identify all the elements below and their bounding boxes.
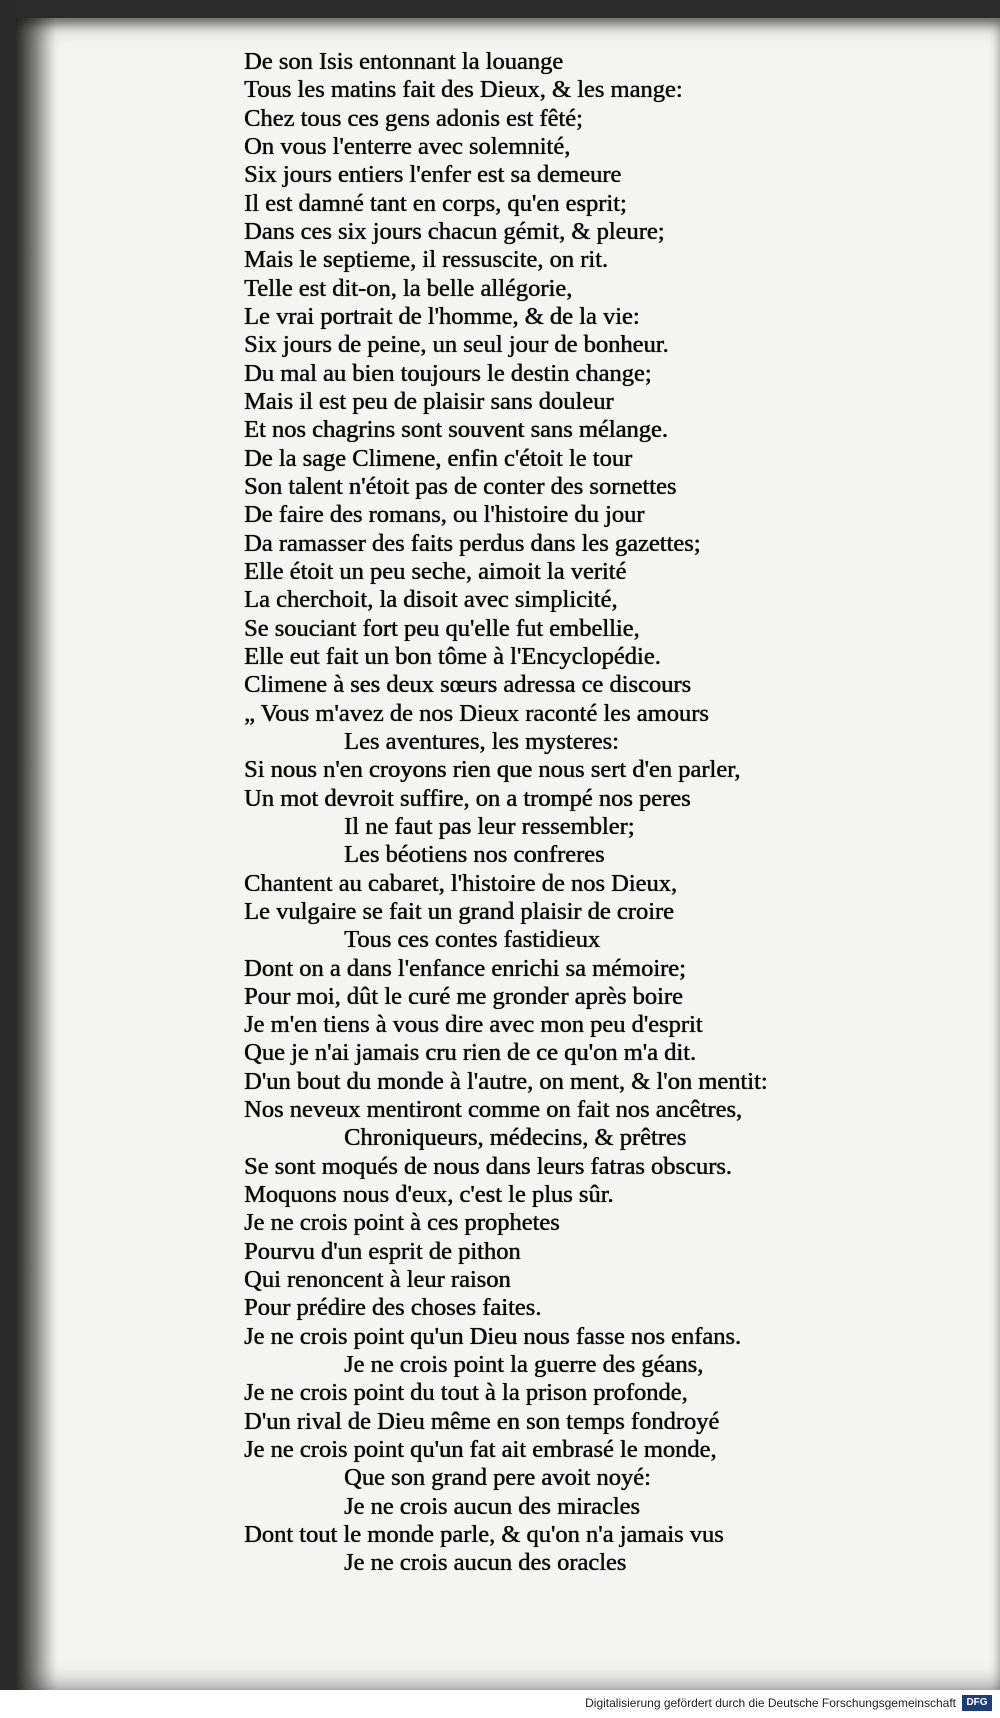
poem-line: Je ne crois point qu'un fat ait embrasé le monde, [244, 1436, 717, 1464]
poem-line: Un mot devroit suffire, on a trompé nos peres [244, 784, 691, 812]
poem-line: Moquons nous d'eux, c'est le plus sûr. [244, 1181, 614, 1209]
poem-line: Pour moi, dût le curé me gronder après boire [244, 982, 683, 1010]
poem-line: Tous les matins fait des Dieux, & les mange: [244, 76, 683, 104]
poem-line: Six jours entiers l'enfer est sa demeure [244, 161, 622, 189]
poem-line: Mais il est peu de plaisir sans douleur [244, 387, 614, 415]
poem-line: Que son grand pere avoit noyé: [344, 1464, 651, 1492]
poem-line: Les aventures, les mysteres: [344, 727, 619, 755]
poem-line: Qui renoncent à leur raison [244, 1266, 511, 1294]
poem-line: Que je n'ai jamais cru rien de ce qu'on m'a dit. [244, 1039, 697, 1067]
poem-line: Je ne crois aucun des oracles [344, 1549, 627, 1577]
poem-line: Pourvu d'un esprit de pithon [244, 1237, 521, 1265]
poem-line: Le vrai portrait de l'homme, & de la vie: [244, 302, 640, 330]
poem-line: Je ne crois point qu'un Dieu nous fasse nos enfans. [244, 1322, 742, 1350]
poem-line: „ Vous m'avez de nos Dieux raconté les amours [244, 699, 709, 727]
poem-line: Si nous n'en croyons rien que nous sert d'en parler, [244, 756, 741, 784]
poem-line: Il ne faut pas leur ressembler; [344, 812, 635, 840]
poem-line: Chez tous ces gens adonis est fêté; [244, 104, 583, 132]
poem-line: Nos neveux mentiront comme on fait nos ancêtres, [244, 1096, 743, 1124]
poem-line: Les béotiens nos confreres [344, 841, 605, 869]
poem-line: Pour prédire des choses faites. [244, 1294, 542, 1322]
dfg-logo: DFG [962, 1695, 992, 1711]
poem-line: Climene à ses deux sœurs adressa ce discours [244, 671, 692, 699]
poem-line: On vous l'enterre avec solemnité, [244, 132, 571, 160]
poem-line: Se souciant fort peu qu'elle fut embellie, [244, 614, 640, 642]
poem-line: Chroniqueurs, médecins, & prêtres [344, 1124, 687, 1152]
poem-line: De la sage Climene, enfin c'étoit le tour [244, 444, 633, 472]
poem-line: Telle est dit-on, la belle allégorie, [244, 274, 573, 302]
poem-line: Se sont moqués de nous dans leurs fatras obscurs. [244, 1152, 732, 1180]
poem-line: Il est damné tant en corps, qu'en esprit; [244, 189, 627, 217]
poem-line: Chantent au cabaret, l'histoire de nos Dieux, [244, 869, 678, 897]
poem-line: De son Isis entonnant la louange [244, 48, 564, 75]
poem-line: Je ne crois point à ces prophetes [244, 1209, 560, 1237]
poem-line: Son talent n'étoit pas de conter des sornettes [244, 472, 677, 500]
poem-line: De faire des romans, ou l'histoire du jour [244, 501, 645, 529]
poem-line: La cherchoit, la disoit avec simplicité, [244, 586, 618, 614]
poem-line: Elle eut fait un bon tôme à l'Encyclopédie. [244, 642, 661, 670]
poem-line: Dont tout le monde parle, & qu'on n'a jamais vus [244, 1521, 724, 1549]
poem-line: Du mal au bien toujours le destin change; [244, 359, 652, 387]
scan-left-edge [0, 0, 16, 1718]
poem-line: Je ne crois point la guerre des géans, [344, 1351, 704, 1379]
poem-line: Je m'en tiens à vous dire avec mon peu d'esprit [244, 1011, 703, 1039]
poem-line: Mais le septieme, il ressuscite, on rit. [244, 246, 609, 274]
poem-line: Et nos chagrins sont souvent sans mélange. [244, 416, 668, 444]
poem-line: Le vulgaire se fait un grand plaisir de croire [244, 897, 674, 925]
poem-line: Dans ces six jours chacun gémit, & pleure; [244, 217, 665, 245]
poem-line: Six jours de peine, un seul jour de bonheur. [244, 331, 669, 359]
poem-line: Tous ces contes fastidieux [344, 926, 601, 954]
digitization-credit: Digitalisierung gefördert durch die Deutsche Forschungsgemeinschaft [585, 1696, 956, 1710]
poem-line: Da ramasser des faits perdus dans les gazettes; [244, 529, 701, 557]
poem-line: Je ne crois point du tout à la prison profonde, [244, 1379, 688, 1407]
poem-line: D'un rival de Dieu même en son temps fondroyé [244, 1407, 720, 1435]
poem-line: D'un bout du monde à l'autre, on ment, & l'on mentit: [244, 1067, 768, 1095]
poem-line: Je ne crois aucun des miracles [344, 1492, 640, 1520]
page-gutter-shadow [16, 18, 56, 1690]
poem-text [244, 48, 984, 1578]
poem-line: Dont on a dans l'enfance enrichi sa mémoire; [244, 954, 686, 982]
poem-line: Elle étoit un peu seche, aimoit la verité [244, 557, 627, 585]
